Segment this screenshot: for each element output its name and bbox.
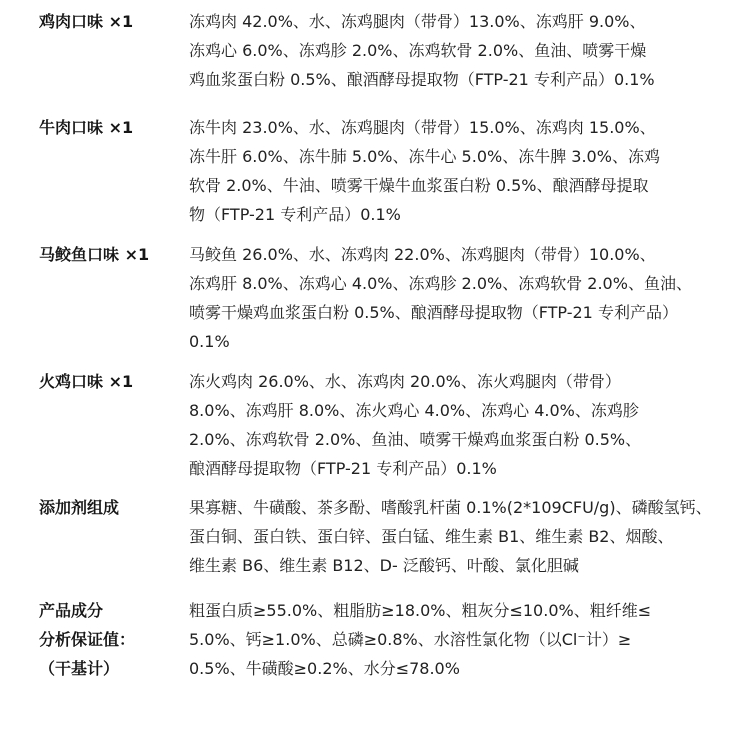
section-label <box>39 493 119 522</box>
section-label <box>39 113 133 142</box>
label-line: 火鸡口味 ×1 <box>39 372 134 391</box>
label-line: 牛肉口味 ×1 <box>39 118 134 137</box>
analysis-text <box>189 596 729 683</box>
text-line: 冻火鸡肉 26.0%、水、冻鸡肉 20.0%、冻火鸡腿肉（带骨） <box>189 372 621 391</box>
section-label <box>39 240 149 269</box>
label-line: 分析保证值： <box>39 630 136 649</box>
text-line: 蛋白铜、蛋白铁、蛋白锌、蛋白锰、维生素 B1、维生素 B2、烟酸、 <box>189 527 674 546</box>
text-line: 喷雾干燥鸡血浆蛋白粉 0.5%、酿酒酵母提取物（FTP-21 专利产品） <box>189 303 678 322</box>
text-line: 8.0%、冻鸡肝 8.0%、冻火鸡心 4.0%、冻鸡心 4.0%、冻鸡胗 <box>189 401 639 420</box>
text-line: 0.5%、牛磺酸≥0.2%、水分≤78.0% <box>189 659 460 678</box>
label-line: 鸡肉口味 ×1 <box>39 12 134 31</box>
label-line: （干基计） <box>39 659 120 678</box>
text-line: 鸡血浆蛋白粉 0.5%、酿酒酵母提取物（FTP-21 专利产品）0.1% <box>189 70 655 89</box>
text-line: 冻牛肝 6.0%、冻牛肺 5.0%、冻牛心 5.0%、冻牛脾 3.0%、冻鸡 <box>189 147 660 166</box>
text-line: 物（FTP-21 专利产品）0.1% <box>189 205 401 224</box>
label-line: 添加剂组成 <box>39 498 120 517</box>
section-label <box>39 7 133 36</box>
text-line: 冻牛肉 23.0%、水、冻鸡腿肉（带骨）15.0%、冻鸡肉 15.0%、 <box>189 118 656 137</box>
text-line: 2.0%、冻鸡软骨 2.0%、鱼油、喷雾干燥鸡血浆蛋白粉 0.5%、 <box>189 430 642 449</box>
ingredient-text <box>189 493 729 580</box>
section-label <box>39 596 135 683</box>
ingredient-text <box>189 240 729 356</box>
text-line: 粗蛋白质≥55.0%、粗脂肪≥18.0%、粗灰分≤10.0%、粗纤维≤ <box>189 601 652 620</box>
text-line: 冻鸡肝 8.0%、冻鸡心 4.0%、冻鸡胗 2.0%、冻鸡软骨 2.0%、鱼油、 <box>189 274 692 293</box>
text-line: 马鲛鱼 26.0%、水、冻鸡肉 22.0%、冻鸡腿肉（带骨）10.0%、 <box>189 245 656 264</box>
text-line: 果寡糖、牛磺酸、茶多酚、嗜酸乳杆菌 0.1%(2*109CFU/g)、磷酸氢钙、 <box>189 498 712 517</box>
label-line: 产品成分 <box>39 601 104 620</box>
label-line: 马鲛鱼口味 ×1 <box>39 245 150 264</box>
ingredient-text <box>189 7 729 94</box>
text-line: 冻鸡心 6.0%、冻鸡胗 2.0%、冻鸡软骨 2.0%、鱼油、喷雾干燥 <box>189 41 647 60</box>
text-line: 软骨 2.0%、牛油、喷雾干燥牛血浆蛋白粉 0.5%、酿酒酵母提取 <box>189 176 649 195</box>
text-line: 维生素 B6、维生素 B12、D- 泛酸钙、叶酸、氯化胆碱 <box>189 556 579 575</box>
section-label <box>39 367 133 396</box>
text-line: 5.0%、钙≥1.0%、总磷≥0.8%、水溶性氯化物（以Cl⁻计）≥ <box>189 630 632 649</box>
text-line: 酿酒酵母提取物（FTP-21 专利产品）0.1% <box>189 459 497 478</box>
text-line: 0.1% <box>189 332 230 351</box>
text-line: 冻鸡肉 42.0%、水、冻鸡腿肉（带骨）13.0%、冻鸡肝 9.0%、 <box>189 12 646 31</box>
ingredient-text <box>189 113 729 229</box>
ingredient-text <box>189 367 729 483</box>
